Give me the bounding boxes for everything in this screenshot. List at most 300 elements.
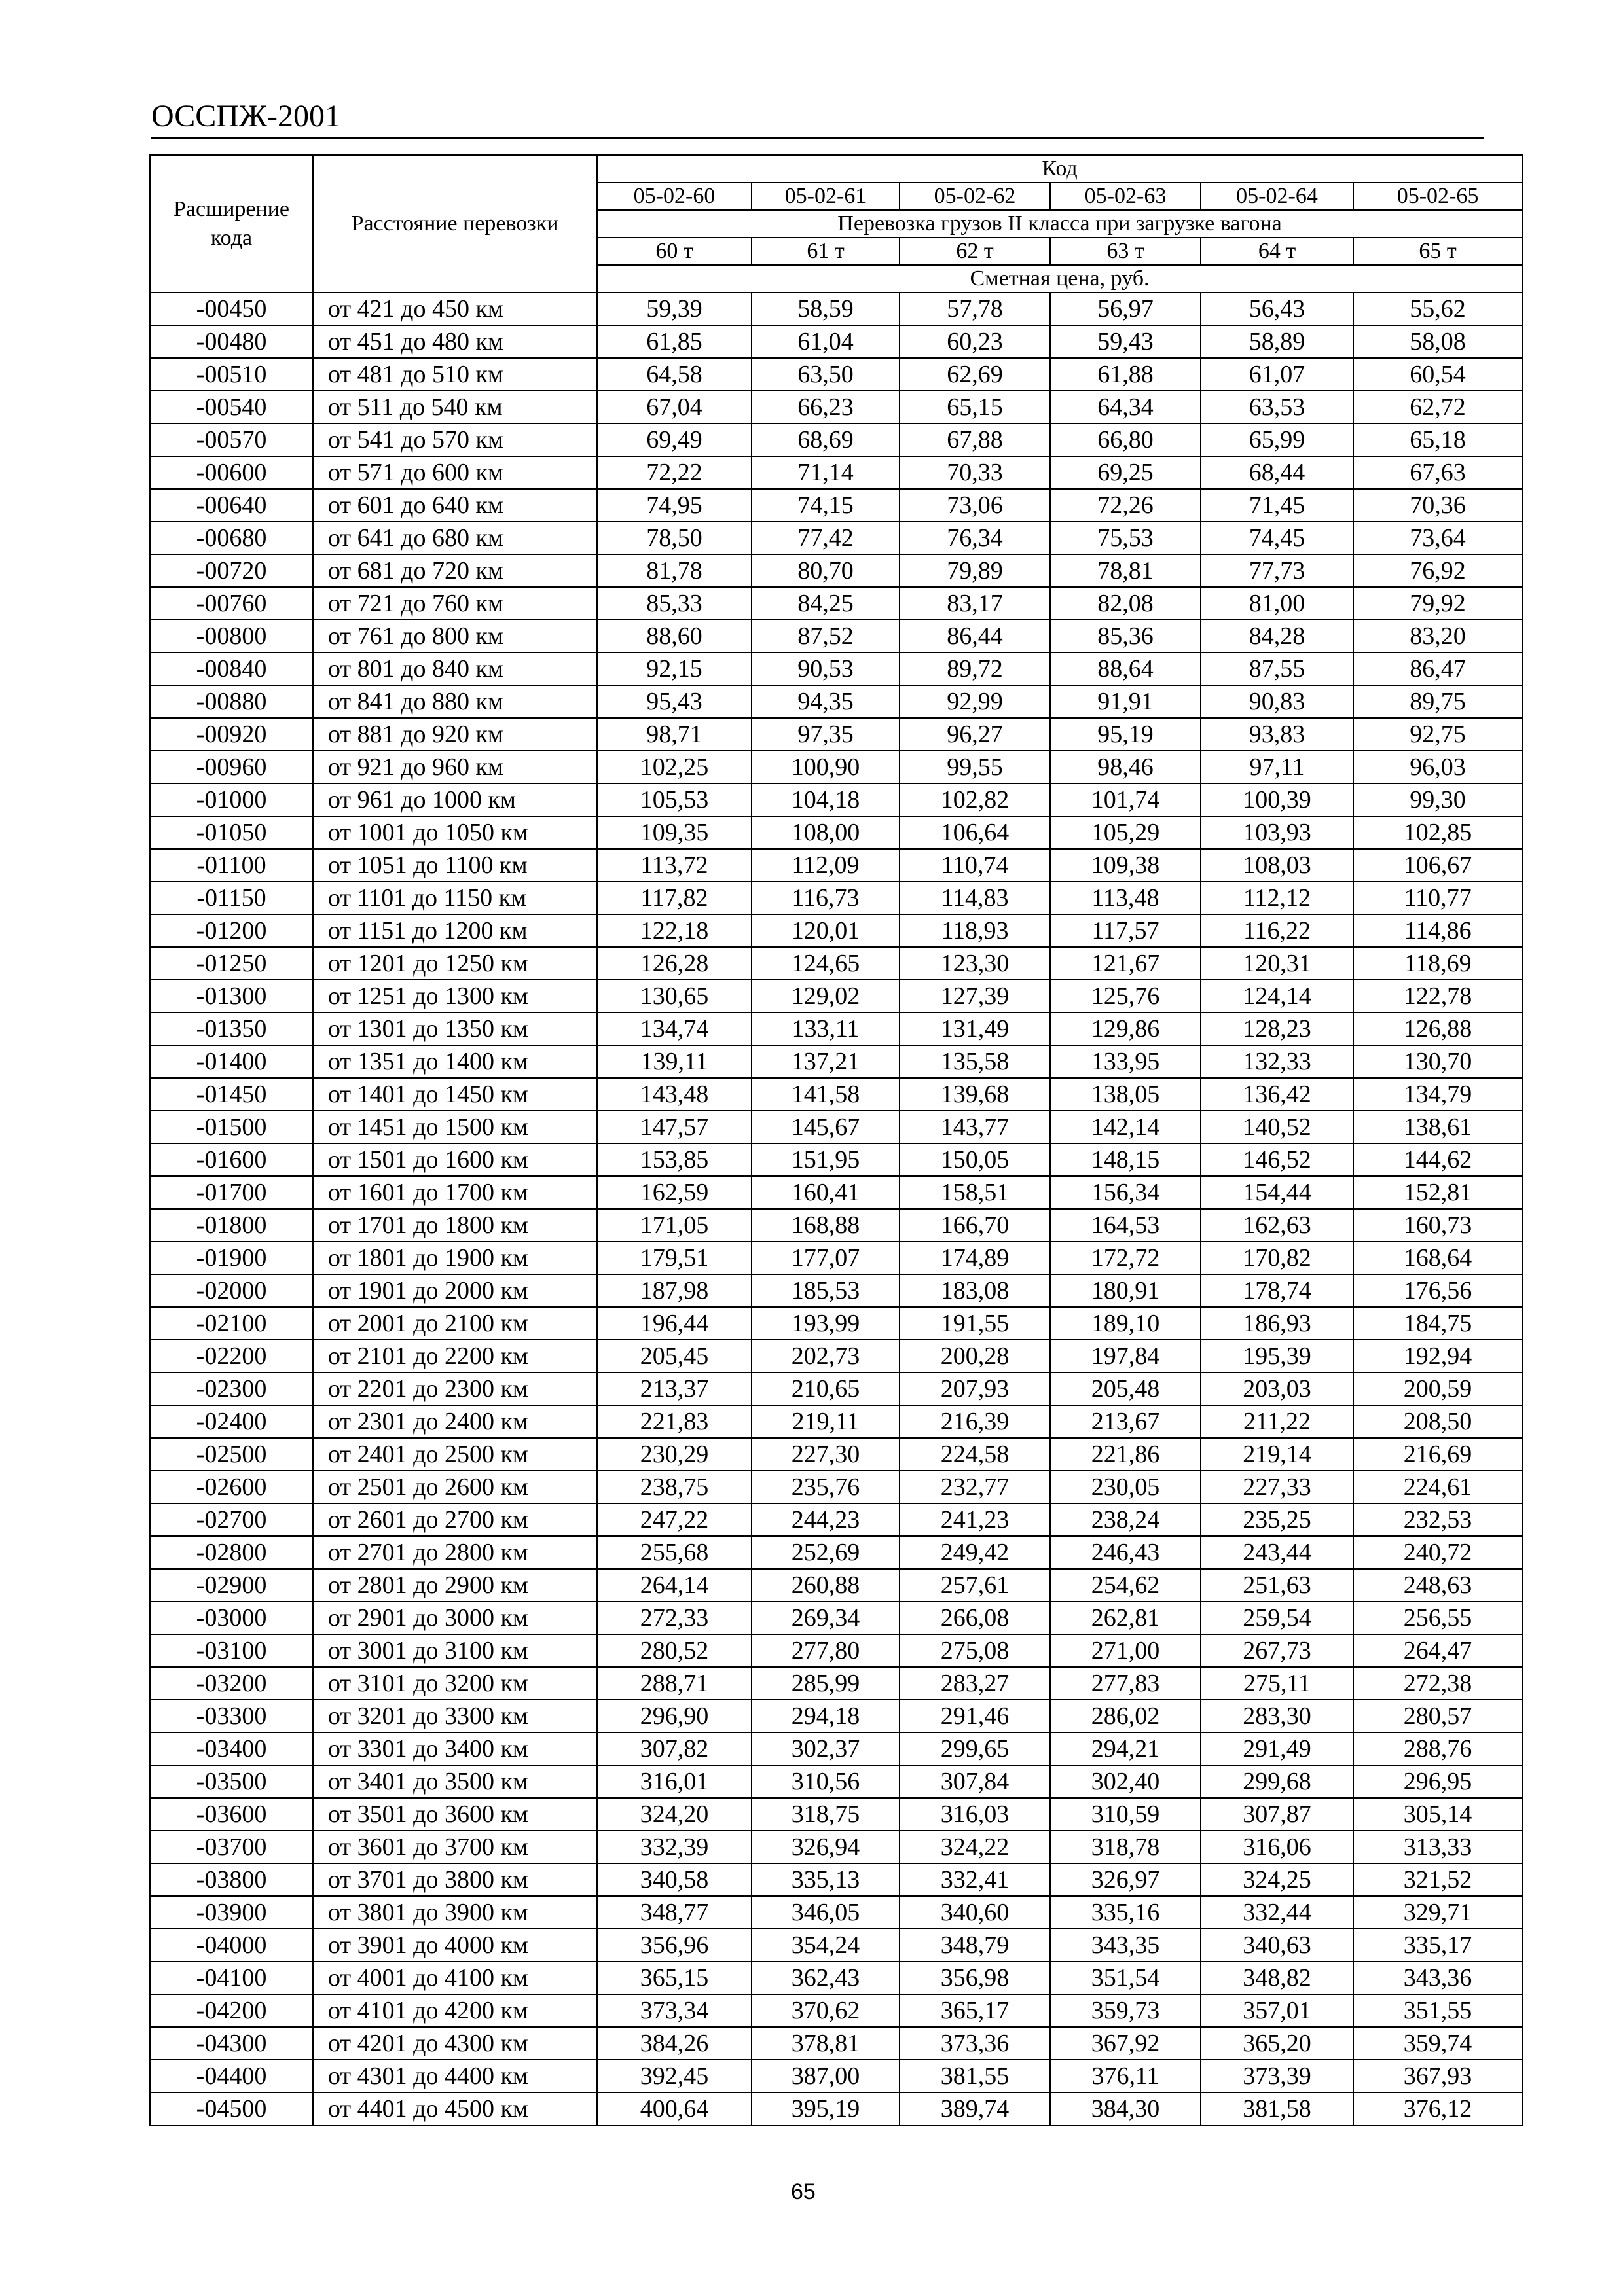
distance-cell: от 841 до 880 км: [313, 685, 597, 718]
price-cell: 259,54: [1201, 1602, 1353, 1634]
price-cell: 221,86: [1050, 1438, 1201, 1471]
price-cell: 340,63: [1201, 1929, 1353, 1962]
header-load-cell: 63 т: [1050, 238, 1201, 265]
price-cell: 129,02: [752, 980, 900, 1013]
price-cell: 326,97: [1050, 1863, 1201, 1896]
price-cell: 113,72: [597, 849, 752, 882]
table-row: [150, 1732, 1522, 1765]
distance-cell: от 601 до 640 км: [313, 489, 597, 522]
price-cell: 248,63: [1353, 1569, 1522, 1602]
price-cell: 205,45: [597, 1340, 752, 1372]
price-cell: 138,61: [1353, 1111, 1522, 1143]
price-cell: 362,43: [752, 1962, 900, 1994]
price-cell: 203,03: [1201, 1372, 1353, 1405]
price-cell: 81,78: [597, 554, 752, 587]
price-cell: 67,63: [1353, 456, 1522, 489]
price-cell: 79,92: [1353, 587, 1522, 620]
price-cell: 307,84: [900, 1765, 1050, 1798]
code-extension-cell: -03000: [150, 1602, 313, 1634]
price-cell: 162,59: [597, 1176, 752, 1209]
price-cell: 108,00: [752, 816, 900, 849]
price-cell: 219,11: [752, 1405, 900, 1438]
code-extension-cell: -01350: [150, 1013, 313, 1045]
price-cell: 168,64: [1353, 1242, 1522, 1274]
distance-cell: от 4001 до 4100 км: [313, 1962, 597, 1994]
code-extension-cell: -00450: [150, 293, 313, 325]
code-extension-cell: -01400: [150, 1045, 313, 1078]
code-extension-cell: -04200: [150, 1994, 313, 2027]
price-cell: 365,20: [1201, 2027, 1353, 2060]
price-cell: 216,39: [900, 1405, 1050, 1438]
code-extension-cell: -01800: [150, 1209, 313, 1242]
distance-cell: от 4301 до 4400 км: [313, 2060, 597, 2092]
price-cell: 210,65: [752, 1372, 900, 1405]
price-cell: 74,95: [597, 489, 752, 522]
price-cell: 127,39: [900, 980, 1050, 1013]
price-cell: 128,23: [1201, 1013, 1353, 1045]
table-row: [150, 1405, 1522, 1438]
table-row: [150, 1274, 1522, 1307]
table-row: [150, 849, 1522, 882]
price-cell: 110,77: [1353, 882, 1522, 914]
price-cell: 61,88: [1050, 358, 1201, 391]
distance-cell: от 3701 до 3800 км: [313, 1863, 597, 1896]
table-row: [150, 1962, 1522, 1994]
price-cell: 230,29: [597, 1438, 752, 1471]
distance-cell: от 1251 до 1300 км: [313, 980, 597, 1013]
table-row: [150, 653, 1522, 685]
price-cell: 130,70: [1353, 1045, 1522, 1078]
price-cell: 400,64: [597, 2092, 752, 2125]
price-cell: 387,00: [752, 2060, 900, 2092]
distance-cell: от 3601 до 3700 км: [313, 1831, 597, 1863]
price-cell: 92,75: [1353, 718, 1522, 751]
price-cell: 72,22: [597, 456, 752, 489]
price-cell: 180,91: [1050, 1274, 1201, 1307]
code-extension-cell: -01700: [150, 1176, 313, 1209]
price-cell: 189,10: [1050, 1307, 1201, 1340]
code-extension-cell: -04500: [150, 2092, 313, 2125]
price-cell: 168,88: [752, 1209, 900, 1242]
price-cell: 75,53: [1050, 522, 1201, 554]
code-extension-cell: -02400: [150, 1405, 313, 1438]
price-cell: 99,30: [1353, 783, 1522, 816]
price-cell: 94,35: [752, 685, 900, 718]
price-cell: 105,29: [1050, 816, 1201, 849]
price-cell: 221,83: [597, 1405, 752, 1438]
price-cell: 108,03: [1201, 849, 1353, 882]
price-cell: 106,64: [900, 816, 1050, 849]
price-cell: 381,58: [1201, 2092, 1353, 2125]
price-cell: 104,18: [752, 783, 900, 816]
distance-cell: от 1701 до 1800 км: [313, 1209, 597, 1242]
page-number: 65: [791, 2179, 816, 2204]
price-cell: 88,60: [597, 620, 752, 653]
price-cell: 291,46: [900, 1700, 1050, 1732]
header-code-cell: 05-02-64: [1201, 183, 1353, 210]
price-cell: 79,89: [900, 554, 1050, 587]
table-row: [150, 1765, 1522, 1798]
code-extension-cell: -01150: [150, 882, 313, 914]
header-code-extension: Расширение кода: [150, 155, 313, 293]
price-cell: 158,51: [900, 1176, 1050, 1209]
price-cell: 138,05: [1050, 1078, 1201, 1111]
table-row: [150, 1078, 1522, 1111]
table-row: [150, 1242, 1522, 1274]
price-cell: 131,49: [900, 1013, 1050, 1045]
price-cell: 365,15: [597, 1962, 752, 1994]
price-cell: 277,83: [1050, 1667, 1201, 1700]
table-body: [150, 293, 1522, 2125]
price-cell: 285,99: [752, 1667, 900, 1700]
code-extension-cell: -00600: [150, 456, 313, 489]
table-row: [150, 391, 1522, 423]
code-extension-cell: -01450: [150, 1078, 313, 1111]
price-cell: 145,67: [752, 1111, 900, 1143]
price-cell: 356,96: [597, 1929, 752, 1962]
price-cell: 61,85: [597, 325, 752, 358]
price-cell: 195,39: [1201, 1340, 1353, 1372]
price-cell: 88,64: [1050, 653, 1201, 685]
header-load-cell: 60 т: [597, 238, 752, 265]
price-cell: 376,12: [1353, 2092, 1522, 2125]
distance-cell: от 1301 до 1350 км: [313, 1013, 597, 1045]
price-cell: 102,25: [597, 751, 752, 783]
table-row: [150, 1176, 1522, 1209]
price-cell: 310,59: [1050, 1798, 1201, 1831]
table-row: [150, 882, 1522, 914]
table-row: [150, 587, 1522, 620]
price-cell: 238,24: [1050, 1503, 1201, 1536]
distance-cell: от 481 до 510 км: [313, 358, 597, 391]
distance-cell: от 1201 до 1250 км: [313, 947, 597, 980]
price-cell: 114,83: [900, 882, 1050, 914]
price-cell: 76,34: [900, 522, 1050, 554]
code-extension-cell: -02500: [150, 1438, 313, 1471]
price-cell: 219,14: [1201, 1438, 1353, 1471]
price-cell: 318,78: [1050, 1831, 1201, 1863]
price-cell: 109,35: [597, 816, 752, 849]
price-cell: 238,75: [597, 1471, 752, 1503]
price-cell: 316,01: [597, 1765, 752, 1798]
distance-cell: от 571 до 600 км: [313, 456, 597, 489]
header-price-label: Сметная цена, руб.: [597, 265, 1522, 293]
price-cell: 133,11: [752, 1013, 900, 1045]
header-code-cell: 05-02-61: [752, 183, 900, 210]
price-cell: 389,74: [900, 2092, 1050, 2125]
price-cell: 56,97: [1050, 293, 1201, 325]
price-cell: 271,00: [1050, 1634, 1201, 1667]
price-cell: 256,55: [1353, 1602, 1522, 1634]
price-cell: 148,15: [1050, 1143, 1201, 1176]
price-cell: 340,58: [597, 1863, 752, 1896]
distance-cell: от 3501 до 3600 км: [313, 1798, 597, 1831]
table-row: [150, 1896, 1522, 1929]
price-cell: 146,52: [1201, 1143, 1353, 1176]
header-code-cell: 05-02-62: [900, 183, 1050, 210]
price-cell: 105,53: [597, 783, 752, 816]
distance-cell: от 761 до 800 км: [313, 620, 597, 653]
price-cell: 367,93: [1353, 2060, 1522, 2092]
price-cell: 202,73: [752, 1340, 900, 1372]
price-cell: 365,17: [900, 1994, 1050, 2027]
price-cell: 395,19: [752, 2092, 900, 2125]
price-cell: 216,69: [1353, 1438, 1522, 1471]
table-row: [150, 1045, 1522, 1078]
price-cell: 286,02: [1050, 1700, 1201, 1732]
distance-cell: от 641 до 680 км: [313, 522, 597, 554]
header-load-cell: 62 т: [900, 238, 1050, 265]
code-extension-cell: -03600: [150, 1798, 313, 1831]
price-cell: 244,23: [752, 1503, 900, 1536]
price-cell: 129,86: [1050, 1013, 1201, 1045]
price-cell: 110,74: [900, 849, 1050, 882]
price-cell: 70,33: [900, 456, 1050, 489]
code-extension-cell: -00840: [150, 653, 313, 685]
price-cell: 83,20: [1353, 620, 1522, 653]
price-cell: 102,85: [1353, 816, 1522, 849]
code-extension-cell: -02700: [150, 1503, 313, 1536]
price-cell: 87,55: [1201, 653, 1353, 685]
code-extension-cell: -00720: [150, 554, 313, 587]
table-row: [150, 1667, 1522, 1700]
price-cell: 367,92: [1050, 2027, 1201, 2060]
price-cell: 102,82: [900, 783, 1050, 816]
price-cell: 162,63: [1201, 1209, 1353, 1242]
price-cell: 58,59: [752, 293, 900, 325]
price-cell: 97,35: [752, 718, 900, 751]
code-extension-cell: -01900: [150, 1242, 313, 1274]
price-cell: 71,45: [1201, 489, 1353, 522]
code-extension-cell: -03500: [150, 1765, 313, 1798]
price-cell: 86,47: [1353, 653, 1522, 685]
price-cell: 80,70: [752, 554, 900, 587]
price-cell: 280,57: [1353, 1700, 1522, 1732]
table-row: [150, 1798, 1522, 1831]
price-cell: 232,53: [1353, 1503, 1522, 1536]
code-extension-cell: -02300: [150, 1372, 313, 1405]
price-cell: 176,56: [1353, 1274, 1522, 1307]
code-extension-cell: -00880: [150, 685, 313, 718]
price-cell: 207,93: [900, 1372, 1050, 1405]
price-cell: 85,36: [1050, 620, 1201, 653]
price-cell: 272,33: [597, 1602, 752, 1634]
price-cell: 359,73: [1050, 1994, 1201, 2027]
distance-cell: от 721 до 760 км: [313, 587, 597, 620]
price-cell: 283,30: [1201, 1700, 1353, 1732]
price-cell: 335,16: [1050, 1896, 1201, 1929]
price-cell: 170,82: [1201, 1242, 1353, 1274]
code-extension-cell: -04100: [150, 1962, 313, 1994]
price-cell: 160,41: [752, 1176, 900, 1209]
price-cell: 100,90: [752, 751, 900, 783]
distance-cell: от 1601 до 1700 км: [313, 1176, 597, 1209]
price-cell: 152,81: [1353, 1176, 1522, 1209]
price-cell: 332,39: [597, 1831, 752, 1863]
price-cell: 73,64: [1353, 522, 1522, 554]
price-cell: 83,17: [900, 587, 1050, 620]
distance-cell: от 2901 до 3000 км: [313, 1602, 597, 1634]
price-table: [149, 154, 1523, 2126]
distance-cell: от 2301 до 2400 км: [313, 1405, 597, 1438]
header-code-cell: 05-02-65: [1353, 183, 1522, 210]
price-cell: 296,90: [597, 1700, 752, 1732]
distance-cell: от 4201 до 4300 км: [313, 2027, 597, 2060]
price-cell: 318,75: [752, 1798, 900, 1831]
table-row: [150, 816, 1522, 849]
price-cell: 84,25: [752, 587, 900, 620]
price-cell: 116,73: [752, 882, 900, 914]
table-row: [150, 620, 1522, 653]
price-cell: 125,76: [1050, 980, 1201, 1013]
price-cell: 67,88: [900, 423, 1050, 456]
distance-cell: от 961 до 1000 км: [313, 783, 597, 816]
price-cell: 124,65: [752, 947, 900, 980]
header-code-cell: 05-02-60: [597, 183, 752, 210]
price-cell: 332,41: [900, 1863, 1050, 1896]
price-cell: 160,73: [1353, 1209, 1522, 1242]
price-cell: 302,37: [752, 1732, 900, 1765]
price-cell: 224,61: [1353, 1471, 1522, 1503]
price-cell: 64,34: [1050, 391, 1201, 423]
price-cell: 241,23: [900, 1503, 1050, 1536]
price-cell: 139,11: [597, 1045, 752, 1078]
price-cell: 62,72: [1353, 391, 1522, 423]
price-cell: 120,01: [752, 914, 900, 947]
header-cargo-description: Перевозка грузов II класса при загрузке вагона: [597, 210, 1522, 238]
price-cell: 72,26: [1050, 489, 1201, 522]
table-row: [150, 751, 1522, 783]
price-cell: 139,68: [900, 1078, 1050, 1111]
price-cell: 82,08: [1050, 587, 1201, 620]
header-load-cell: 65 т: [1353, 238, 1522, 265]
price-cell: 348,77: [597, 1896, 752, 1929]
price-cell: 252,69: [752, 1536, 900, 1569]
price-cell: 141,58: [752, 1078, 900, 1111]
price-cell: 122,78: [1353, 980, 1522, 1013]
distance-cell: от 1901 до 2000 км: [313, 1274, 597, 1307]
price-cell: 84,28: [1201, 620, 1353, 653]
price-cell: 93,83: [1201, 718, 1353, 751]
price-cell: 191,55: [900, 1307, 1050, 1340]
code-extension-cell: -02200: [150, 1340, 313, 1372]
price-cell: 77,42: [752, 522, 900, 554]
distance-cell: от 1101 до 1150 км: [313, 882, 597, 914]
code-extension-cell: -00960: [150, 751, 313, 783]
price-cell: 91,91: [1050, 685, 1201, 718]
price-cell: 87,52: [752, 620, 900, 653]
distance-cell: от 801 до 840 км: [313, 653, 597, 685]
price-cell: 89,75: [1353, 685, 1522, 718]
price-cell: 61,07: [1201, 358, 1353, 391]
price-cell: 260,88: [752, 1569, 900, 1602]
distance-cell: от 3001 до 3100 км: [313, 1634, 597, 1667]
distance-cell: от 2501 до 2600 км: [313, 1471, 597, 1503]
table-row: [150, 1634, 1522, 1667]
price-cell: 117,57: [1050, 914, 1201, 947]
price-cell: 356,98: [900, 1962, 1050, 1994]
price-cell: 326,94: [752, 1831, 900, 1863]
table-row: [150, 947, 1522, 980]
price-cell: 224,58: [900, 1438, 1050, 1471]
price-cell: 227,33: [1201, 1471, 1353, 1503]
distance-cell: от 1501 до 1600 км: [313, 1143, 597, 1176]
price-cell: 174,89: [900, 1242, 1050, 1274]
price-cell: 142,14: [1050, 1111, 1201, 1143]
price-cell: 283,27: [900, 1667, 1050, 1700]
code-extension-cell: -03900: [150, 1896, 313, 1929]
price-cell: 122,18: [597, 914, 752, 947]
price-cell: 81,00: [1201, 587, 1353, 620]
table-header: [150, 155, 1522, 293]
price-cell: 313,33: [1353, 1831, 1522, 1863]
table-row: [150, 1929, 1522, 1962]
table-row: [150, 1209, 1522, 1242]
price-cell: 134,79: [1353, 1078, 1522, 1111]
price-cell: 154,44: [1201, 1176, 1353, 1209]
price-cell: 150,05: [900, 1143, 1050, 1176]
price-cell: 132,33: [1201, 1045, 1353, 1078]
price-cell: 65,15: [900, 391, 1050, 423]
price-cell: 76,92: [1353, 554, 1522, 587]
price-cell: 96,27: [900, 718, 1050, 751]
price-cell: 69,25: [1050, 456, 1201, 489]
price-cell: 211,22: [1201, 1405, 1353, 1438]
price-cell: 185,53: [752, 1274, 900, 1307]
distance-cell: от 2701 до 2800 км: [313, 1536, 597, 1569]
table-row: [150, 1143, 1522, 1176]
price-cell: 68,69: [752, 423, 900, 456]
price-cell: 288,71: [597, 1667, 752, 1700]
distance-cell: от 2201 до 2300 км: [313, 1372, 597, 1405]
distance-cell: от 3301 до 3400 км: [313, 1732, 597, 1765]
table-row: [150, 1831, 1522, 1863]
price-cell: 384,30: [1050, 2092, 1201, 2125]
code-extension-cell: -00640: [150, 489, 313, 522]
price-cell: 291,49: [1201, 1732, 1353, 1765]
price-cell: 384,26: [597, 2027, 752, 2060]
distance-cell: от 881 до 920 км: [313, 718, 597, 751]
header-code-cell: 05-02-63: [1050, 183, 1201, 210]
price-cell: 73,06: [900, 489, 1050, 522]
price-cell: 101,74: [1050, 783, 1201, 816]
table-row: [150, 1994, 1522, 2027]
table-row: [150, 783, 1522, 816]
price-cell: 112,09: [752, 849, 900, 882]
code-extension-cell: -00510: [150, 358, 313, 391]
code-extension-cell: -00920: [150, 718, 313, 751]
price-cell: 262,81: [1050, 1602, 1201, 1634]
price-cell: 140,52: [1201, 1111, 1353, 1143]
price-cell: 381,55: [900, 2060, 1050, 2092]
price-cell: 272,38: [1353, 1667, 1522, 1700]
code-extension-cell: -02900: [150, 1569, 313, 1602]
code-extension-cell: -00680: [150, 522, 313, 554]
header-load-cell: 64 т: [1201, 238, 1353, 265]
code-extension-cell: -03700: [150, 1831, 313, 1863]
price-cell: 133,95: [1050, 1045, 1201, 1078]
price-cell: 249,42: [900, 1536, 1050, 1569]
price-cell: 92,15: [597, 653, 752, 685]
price-cell: 67,04: [597, 391, 752, 423]
distance-cell: от 4101 до 4200 км: [313, 1994, 597, 2027]
price-cell: 192,94: [1353, 1340, 1522, 1372]
price-cell: 113,48: [1050, 882, 1201, 914]
header-code: Код: [597, 155, 1522, 183]
code-extension-cell: -02100: [150, 1307, 313, 1340]
price-cell: 90,53: [752, 653, 900, 685]
price-cell: 373,39: [1201, 2060, 1353, 2092]
